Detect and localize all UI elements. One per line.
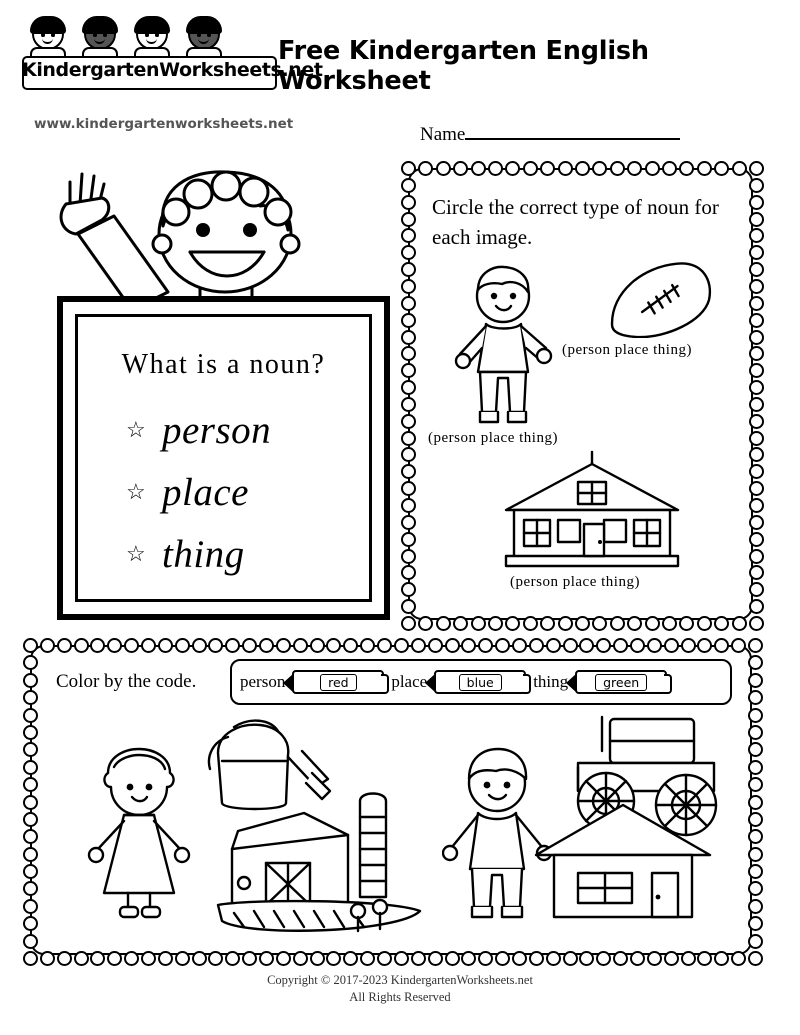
scallop-dot [558, 616, 573, 631]
scallop-dot [326, 638, 341, 653]
scallop-dot [310, 638, 325, 653]
scallop-dot [575, 161, 590, 176]
scallop-dot [592, 616, 607, 631]
scallop-dot [647, 638, 662, 653]
scallop-dot [23, 638, 38, 653]
scallop-dot [749, 549, 764, 564]
scallop-dot [208, 638, 223, 653]
name-input-line[interactable] [465, 122, 680, 140]
list-item [126, 399, 271, 461]
scallop-dot [714, 161, 729, 176]
scallop-dot [401, 161, 416, 176]
scallop-dot [495, 951, 510, 966]
scallop-dot [645, 161, 660, 176]
kid-face-icon [80, 18, 120, 60]
scallop-dot [401, 431, 416, 446]
scallop-dot [401, 245, 416, 260]
scallop-dot [259, 951, 274, 966]
choices-boy[interactable]: (person place thing) [428, 430, 558, 446]
scallop-dot [124, 951, 139, 966]
scallop-dot [23, 655, 38, 670]
scallop-dot [293, 951, 308, 966]
scallop-dot [558, 161, 573, 176]
star-icon: ☆ [126, 541, 146, 566]
scallop-dot [259, 638, 274, 653]
kid-face-icon [132, 18, 172, 60]
scallop-dot [401, 397, 416, 412]
scallop-dot [401, 616, 416, 631]
crayon-icon-green [575, 670, 667, 694]
scallop-dot [563, 951, 578, 966]
scallop-dot [293, 638, 308, 653]
scallop-dot [714, 616, 729, 631]
scallop-dot [192, 951, 207, 966]
scallop-dot [326, 951, 341, 966]
copyright-text: Copyright © 2017-2023 KindergartenWorksheets.net [267, 973, 533, 987]
scallop-dot [540, 161, 555, 176]
scallop-dot [158, 951, 173, 966]
scallop-dot [23, 864, 38, 879]
scallop-dot [748, 725, 763, 740]
scallop-dot [453, 161, 468, 176]
scallop-dot [225, 638, 240, 653]
scallop-dot [529, 951, 544, 966]
scallop-dot [749, 212, 764, 227]
scallop-dot [592, 161, 607, 176]
code-word-place: place [391, 672, 428, 691]
scallop-dot [749, 245, 764, 260]
scallop-dot [749, 380, 764, 395]
scallop-dot [731, 951, 746, 966]
scallop-dot [453, 616, 468, 631]
scallop-dot [748, 638, 763, 653]
scallop-dot [627, 161, 642, 176]
scallop-dot [749, 532, 764, 547]
scallop-dot [401, 363, 416, 378]
scallop-dot [512, 638, 527, 653]
scallop-dot [731, 638, 746, 653]
page-header [0, 0, 800, 145]
scallop-dot [664, 951, 679, 966]
scallop-dot [749, 481, 764, 496]
scallop-dot [749, 447, 764, 462]
scallop-dot [461, 951, 476, 966]
scallop-dot [445, 951, 460, 966]
scallop-dot [697, 951, 712, 966]
scallop-dot [540, 616, 555, 631]
scallop-dot [596, 951, 611, 966]
scallop-dot [23, 725, 38, 740]
scallop-dot [546, 638, 561, 653]
scallop-dot [714, 951, 729, 966]
scallop-dot [401, 212, 416, 227]
scallop-dot [401, 380, 416, 395]
scallop-dot [401, 447, 416, 462]
board-question: What is a noun? [121, 349, 326, 380]
girl-illustration[interactable] [84, 743, 194, 928]
scallop-dot [596, 638, 611, 653]
color-activity-label: Color by the code. [56, 671, 197, 692]
scallop-dot [505, 161, 520, 176]
scallop-dot [401, 599, 416, 614]
scallop-dot [23, 673, 38, 688]
scallop-dot [401, 498, 416, 513]
star-icon: ☆ [126, 417, 146, 442]
scallop-dot [679, 616, 694, 631]
scallop-dot [394, 951, 409, 966]
scallop-dot [40, 638, 55, 653]
noun-word: thing [162, 532, 245, 576]
scallop-dot [749, 330, 764, 345]
scallop-dot [749, 582, 764, 597]
choices-house[interactable]: (person place thing) [510, 574, 640, 590]
scallop-dot [158, 638, 173, 653]
scallop-dot [495, 638, 510, 653]
scallop-dot [411, 638, 426, 653]
scallop-dot [748, 708, 763, 723]
scallop-dot [471, 616, 486, 631]
scallop-dot [749, 431, 764, 446]
scallop-dot [411, 951, 426, 966]
board-noun-list [126, 399, 271, 585]
scallop-dot [748, 934, 763, 949]
scallop-dot [401, 195, 416, 210]
scallop-dot [377, 951, 392, 966]
scallop-dot [681, 638, 696, 653]
scallop-dot [23, 934, 38, 949]
scallop-dot [401, 481, 416, 496]
scallop-dot [343, 638, 358, 653]
scallop-dot [23, 812, 38, 827]
scallop-dot [662, 161, 677, 176]
scallop-dot [749, 178, 764, 193]
scallop-dot [57, 638, 72, 653]
scallop-dot [107, 951, 122, 966]
site-url: www.kindergartenworksheets.net [34, 116, 294, 132]
choices-football[interactable]: (person place thing) [562, 342, 692, 358]
scallop-dot [748, 690, 763, 705]
scallop-dot [343, 951, 358, 966]
scallop-dot [748, 899, 763, 914]
scallop-dot [748, 864, 763, 879]
scallop-dot [505, 616, 520, 631]
code-word-thing: thing [533, 672, 569, 691]
scallop-dot [418, 161, 433, 176]
scallop-dot [57, 951, 72, 966]
scallop-dot [418, 616, 433, 631]
scallop-dot [627, 616, 642, 631]
name-label: Name [420, 124, 466, 145]
scallop-dot [23, 847, 38, 862]
scallop-dot [749, 616, 764, 631]
scallop-dot [749, 313, 764, 328]
scallop-dot [74, 638, 89, 653]
crayon-icon-red [292, 670, 384, 694]
scallop-dot [579, 951, 594, 966]
color-by-code-box [30, 645, 752, 955]
logo-kids-illustration [28, 18, 258, 60]
scallop-dot [681, 951, 696, 966]
list-item [126, 523, 271, 585]
scallop-dot [748, 673, 763, 688]
scallop-dot [749, 414, 764, 429]
scallop-dot [23, 742, 38, 757]
scallop-dot [749, 498, 764, 513]
scallop-dot [749, 346, 764, 361]
scallop-dot [208, 951, 223, 966]
scallop-dot [749, 279, 764, 294]
scallop-dot [697, 638, 712, 653]
scallop-dot [461, 638, 476, 653]
kid-face-icon [28, 18, 68, 60]
scallop-dot [630, 951, 645, 966]
scallop-dot [563, 638, 578, 653]
scallop-dot [23, 708, 38, 723]
crayon-label-red: red [320, 674, 357, 691]
scallop-dot [697, 616, 712, 631]
scallop-dot [697, 161, 712, 176]
scallop-dot [276, 638, 291, 653]
scallop-dot [23, 777, 38, 792]
scallop-dot [647, 951, 662, 966]
scallop-dot [276, 951, 291, 966]
scallop-dot [630, 638, 645, 653]
boy-illustration [448, 262, 558, 437]
scallop-dot [401, 515, 416, 530]
scallop-dot [175, 638, 190, 653]
scallop-dot [141, 951, 156, 966]
scallop-dot [445, 638, 460, 653]
scallop-dot [645, 616, 660, 631]
scallop-dot [23, 795, 38, 810]
page-footer [0, 972, 800, 1006]
scallop-dot [748, 795, 763, 810]
house-illustration [492, 448, 692, 577]
noun-definition-board [57, 296, 390, 620]
board-inner-frame [75, 314, 372, 602]
scallop-dot [748, 760, 763, 775]
scallop-dot [428, 638, 443, 653]
scallop-dot [436, 616, 451, 631]
scallop-dot [23, 899, 38, 914]
scallop-dot [613, 638, 628, 653]
scallop-dot [90, 638, 105, 653]
scallop-dot [192, 638, 207, 653]
scallop-dot [23, 829, 38, 844]
football-illustration [600, 262, 720, 343]
scallop-dot [478, 638, 493, 653]
barn-illustration[interactable] [208, 787, 428, 952]
scallop-dot [546, 951, 561, 966]
scallop-dot [732, 161, 747, 176]
crayon-label-green: green [595, 674, 647, 691]
scallop-dot [360, 638, 375, 653]
scallop-dot [377, 638, 392, 653]
scallop-dot [401, 532, 416, 547]
scallop-dot [141, 638, 156, 653]
scallop-dot [124, 638, 139, 653]
scallop-dot [579, 638, 594, 653]
scallop-dot [749, 296, 764, 311]
scallop-dot [610, 616, 625, 631]
scallop-dot [664, 638, 679, 653]
scallop-dot [749, 363, 764, 378]
code-word-person: person [240, 672, 286, 691]
scallop-dot [575, 616, 590, 631]
color-code-legend [230, 659, 732, 705]
scallop-dot [401, 262, 416, 277]
scallop-dot [225, 951, 240, 966]
scallop-dot [748, 951, 763, 966]
scallop-dot [428, 951, 443, 966]
scallop-dot [662, 616, 677, 631]
scallop-dot [401, 279, 416, 294]
scallop-dot [90, 951, 105, 966]
scallop-dot [610, 161, 625, 176]
scallop-dot [23, 916, 38, 931]
scallop-dot [478, 951, 493, 966]
scallop-dot [749, 262, 764, 277]
scallop-dot [749, 397, 764, 412]
scallop-dot [471, 161, 486, 176]
scallop-dot [613, 951, 628, 966]
scallop-dot [401, 565, 416, 580]
scallop-dot [749, 195, 764, 210]
scallop-dot [749, 161, 764, 176]
scallop-dot [23, 760, 38, 775]
scallop-dot [310, 951, 325, 966]
house-illustration[interactable] [528, 799, 718, 932]
scallop-dot [401, 330, 416, 345]
list-item [126, 461, 271, 523]
scallop-dot [488, 616, 503, 631]
scallop-dot [401, 346, 416, 361]
scallop-dot [748, 655, 763, 670]
name-field-row [420, 122, 680, 146]
scallop-dot [242, 638, 257, 653]
scallop-dot [749, 515, 764, 530]
logo-text: KindergartenWorksheets.net [22, 59, 323, 81]
crayon-label-blue: blue [459, 674, 502, 691]
site-logo [22, 18, 323, 81]
scallop-dot [401, 582, 416, 597]
scallop-dot [749, 228, 764, 243]
scallop-dot [749, 464, 764, 479]
scallop-dot [23, 690, 38, 705]
scallop-dot [748, 916, 763, 931]
scallop-dot [401, 464, 416, 479]
scallop-dot [23, 881, 38, 896]
scallop-dot [749, 565, 764, 580]
rights-text: All Rights Reserved [349, 990, 451, 1004]
scallop-dot [40, 951, 55, 966]
noun-word: place [162, 470, 249, 514]
scallop-dot [748, 881, 763, 896]
scallop-dot [175, 951, 190, 966]
scallop-dot [523, 616, 538, 631]
scallop-dot [714, 638, 729, 653]
page-title: Free Kindergarten English Worksheet [278, 36, 649, 96]
circle-activity-instruction: Circle the correct type of noun for each image. [432, 195, 719, 249]
scallop-dot [394, 638, 409, 653]
scallop-dot [523, 161, 538, 176]
scallop-dot [107, 638, 122, 653]
scallop-dot [748, 812, 763, 827]
scallop-dot [748, 829, 763, 844]
scallop-dot [401, 228, 416, 243]
scallop-dot [74, 951, 89, 966]
scallop-dot [732, 616, 747, 631]
scallop-dot [512, 951, 527, 966]
scallop-dot [529, 638, 544, 653]
scallop-dot [748, 847, 763, 862]
scallop-dot [401, 178, 416, 193]
scallop-dot [749, 599, 764, 614]
scallop-dot [401, 414, 416, 429]
crayon-icon-blue [434, 670, 526, 694]
scallop-dot [401, 549, 416, 564]
scallop-dot [748, 777, 763, 792]
circle-activity-box [408, 168, 753, 620]
star-icon: ☆ [126, 479, 146, 504]
scallop-dot [23, 951, 38, 966]
scallop-dot [488, 161, 503, 176]
scallop-dot [401, 296, 416, 311]
kid-face-icon [184, 18, 224, 60]
scallop-dot [360, 951, 375, 966]
scallop-dot [242, 951, 257, 966]
scallop-dot [436, 161, 451, 176]
scallop-dot [748, 742, 763, 757]
scallop-dot [679, 161, 694, 176]
scallop-dot [401, 313, 416, 328]
noun-word: person [162, 408, 272, 452]
